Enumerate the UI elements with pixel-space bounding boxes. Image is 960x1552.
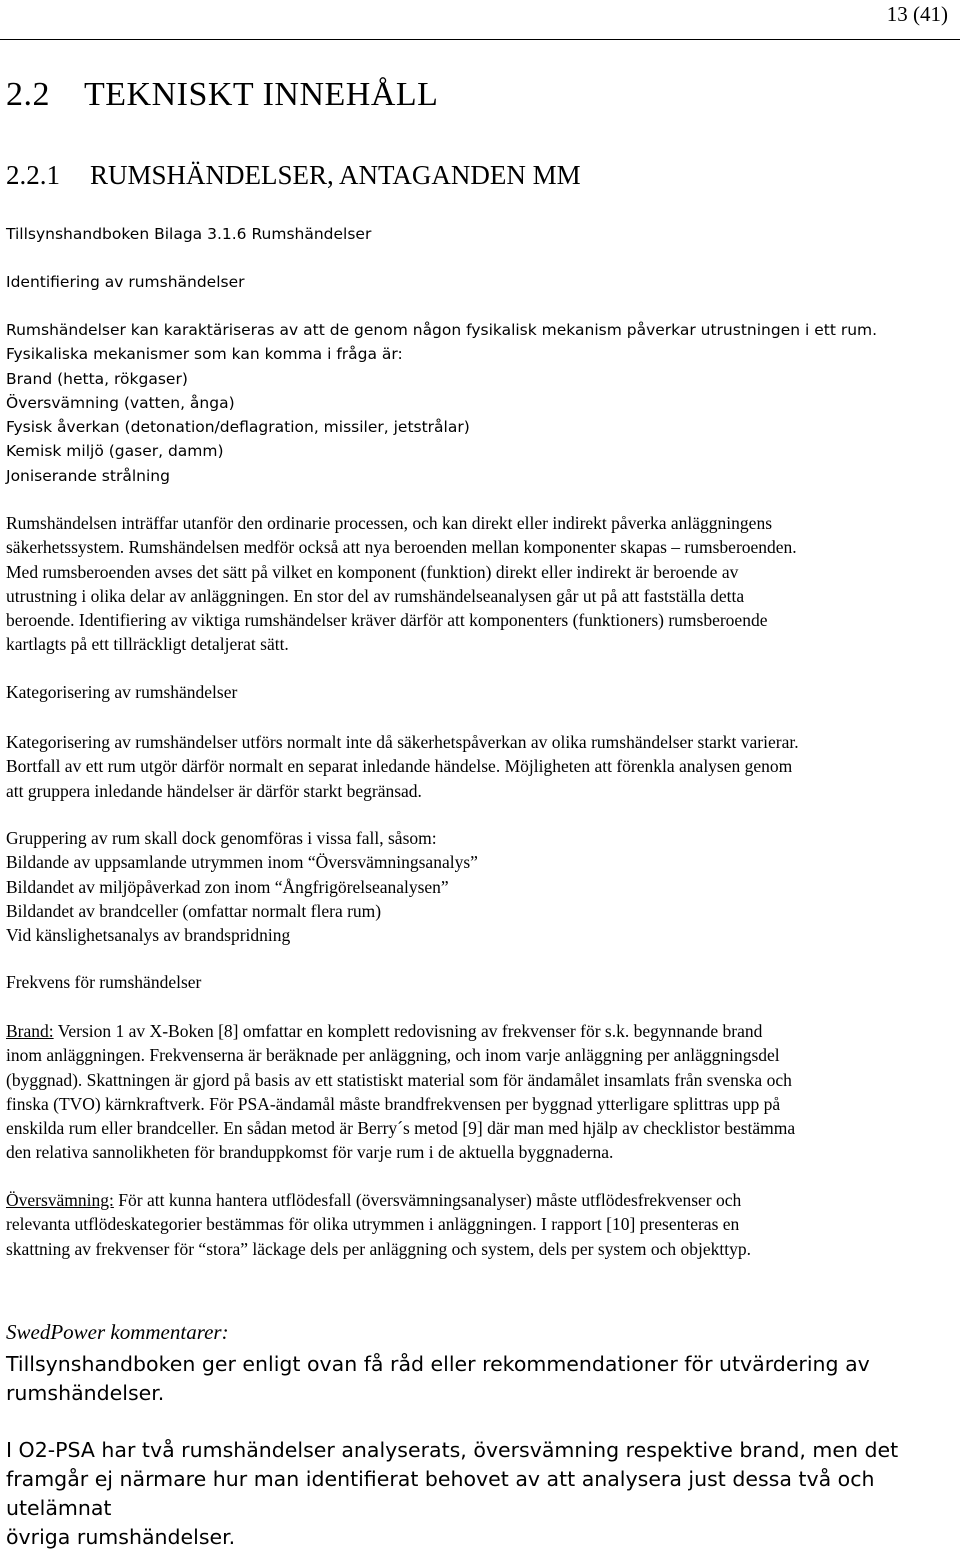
mechanism-line: Brand (hetta, rökgaser)	[6, 369, 188, 388]
categorization-paragraph	[6, 730, 958, 803]
mechanism-line: Joniserande strålning	[6, 466, 170, 485]
paragraph-line	[6, 1019, 958, 1043]
paragraph-line: Med rumsberoenden avses det sätt på vilket en komponent (funktion) direkt eller indirekt är beroende av	[6, 561, 739, 582]
flood-paragraph	[6, 1188, 958, 1261]
section-number: 2.2	[6, 76, 50, 113]
fire-paragraph	[6, 1019, 958, 1165]
comment-line: framgår ej närmare hur man identifierat behovet av att analysera just dessa två och utelämnat	[6, 1467, 875, 1520]
paragraph-line: (byggnad). Skattningen är gjord på basis av ett statistiskt material som för ändamålet insamlats från svenska och	[6, 1069, 792, 1090]
source-reference	[6, 222, 958, 246]
comment-paragraph-2	[6, 1436, 958, 1552]
comment-title: SwedPower kommentarer:	[6, 1320, 229, 1344]
comment-line: övriga rumshändelser.	[6, 1525, 236, 1549]
section-heading	[6, 76, 438, 114]
comment-line: I O2-PSA har två rumshändelser analyserats, översvämning respektive brand, men det	[6, 1438, 899, 1462]
flood-label: Översvämning:	[6, 1190, 114, 1210]
identification-heading-text: Identifiering av rumshändelser	[6, 273, 245, 291]
comment-line: Tillsynshandboken ger enligt ovan få råd eller rekommendationer för utvärdering av	[6, 1352, 870, 1376]
subsection-title: RUMSHÄNDELSER, ANTAGANDEN MM	[90, 160, 581, 190]
list-item: Bildandet av brandceller (omfattar normalt flera rum)	[6, 900, 382, 921]
paragraph-line: att gruppera inledande händelser är därför starkt begränsad.	[6, 780, 422, 801]
frequency-heading	[6, 970, 958, 994]
paragraph-line: utrustning i olika delar av anläggningen. En stor del av rumshändelseanalysen går ut på att fastställa detta	[6, 585, 745, 606]
paragraph-line: inom anläggningen. Frekvenserna är beräknade per anläggning, och inom varje anläggning per anläggningsdel	[6, 1045, 780, 1066]
categorization-heading-text: Kategorisering av rumshändelser	[6, 682, 238, 702]
intro-line: Rumshändelser kan karaktäriseras av att de genom någon fysikalisk mekanism påverkar utrustningen i ett rum.	[6, 321, 878, 339]
paragraph-line: enskilda rum eller brandceller. En sådan metod är Berry´s metod [9] där man med hjälp av checklistor bestämma	[6, 1118, 796, 1139]
grouping-list	[6, 826, 958, 947]
list-item: Gruppering av rum skall dock genomföras i vissa fall, såsom:	[6, 828, 437, 848]
mechanism-line: Fysisk åverkan (detonation/deflagration, missiler, jetstrålar)	[6, 418, 470, 437]
comment-paragraph-1	[6, 1350, 958, 1408]
list-item: Bildande av uppsamlande utrymmen inom “Översvämningsanalys”	[6, 852, 478, 873]
paragraph-line: kartlagts på ett tillräckligt detaljerat sätt.	[6, 634, 289, 655]
paragraph-line: den relativa sannolikheten för branduppkomst för varje rum i de aktuella byggnaderna.	[6, 1142, 614, 1163]
paragraph-line: relevanta utflödeskategorier bestämmas för olika utrymmen i anläggningen. I rapport [10] presenteras en	[6, 1214, 740, 1235]
section-title: TEKNISKT INNEHÅLL	[84, 76, 439, 113]
source-reference-text: Tillsynshandboken Bilaga 3.1.6 Rumshändelser	[6, 225, 372, 243]
mechanism-line: Fysikaliska mekanismer som kan komma i fråga är:	[6, 345, 403, 364]
subsection-number: 2.2.1	[6, 160, 60, 190]
categorization-heading	[6, 680, 958, 704]
identification-heading	[6, 270, 958, 294]
paragraph-line: säkerhetssystem. Rumshändelsen medför också att nya beroenden mellan komponenter skapas – rumsberoenden.	[6, 537, 797, 558]
page-number: 13 (41)	[886, 2, 948, 26]
paragraph-line: skattning av frekvenser för “stora” läckage dels per anläggning och system, dels per system och objekttyp.	[6, 1238, 751, 1259]
fire-label: Brand:	[6, 1021, 54, 1041]
list-item: Bildandet av miljöpåverkad zon inom “Ångfrigörelseanalysen”	[6, 876, 449, 897]
mechanism-block	[6, 318, 958, 488]
header-rule	[0, 39, 960, 40]
comment-line: rumshändelser.	[6, 1381, 165, 1405]
paragraph-line: Bortfall av ett rum utgör därför normalt en separat inledande händelse. Möjligheten att förenkla analysen genom	[6, 756, 793, 777]
mechanism-line: Översvämning (vatten, ånga)	[6, 393, 235, 412]
paragraph-line: Kategorisering av rumshändelser utförs normalt inte då säkerhetspåverkan av olika rumshändelser starkt varierar.	[6, 732, 799, 752]
frequency-heading-text: Frekvens för rumshändelser	[6, 972, 202, 992]
dependencies-paragraph	[6, 511, 958, 657]
paragraph-line: finska (TVO) kärnkraftverk. För PSA-ändamål måste brandfrekvensen per byggnad ytterligare splittras upp på	[6, 1093, 781, 1114]
paragraph-line	[6, 1188, 958, 1212]
mechanism-line: Kemisk miljö (gaser, damm)	[6, 442, 224, 461]
paragraph-line: Rumshändelsen inträffar utanför den ordinarie processen, och kan direkt eller indirekt påverka anläggningens	[6, 513, 773, 533]
list-item: Vid känslighetsanalys av brandspridning	[6, 925, 291, 946]
flood-first-line: För att kunna hantera utflödesfall (översvämningsanalyser) måste utflödesfrekvenser och	[113, 1190, 742, 1210]
subsection-heading	[6, 160, 581, 191]
paragraph-line: beroende. Identifiering av viktiga rumshändelser kräver därför att komponenters (funktioners) rumsberoende	[6, 610, 768, 631]
fire-first-line: Version 1 av X-Boken [8] omfattar en komplett redovisning av frekvenser för s.k. begynnande brand	[53, 1021, 763, 1041]
